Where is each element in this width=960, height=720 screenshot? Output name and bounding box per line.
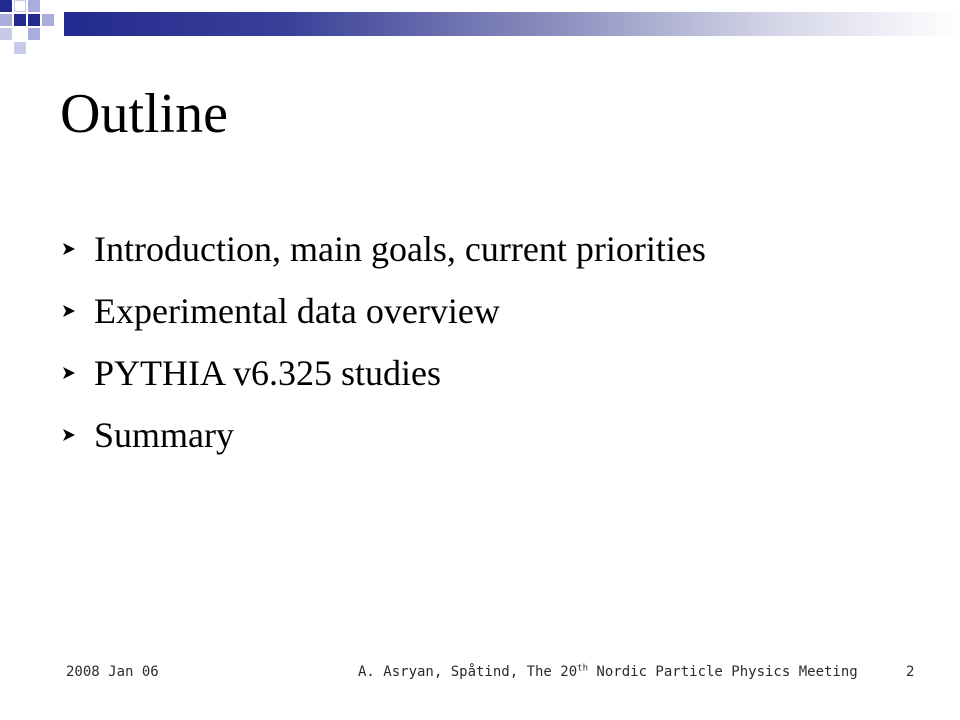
footer-credit-before: A. Asryan, Spåtind, The 20	[358, 664, 578, 680]
bullet-text: PYTHIA v6.325 studies	[94, 353, 442, 393]
bullet-item	[60, 342, 706, 404]
footer-date: 2008 Jan 06	[66, 664, 159, 680]
bullet-item	[60, 404, 706, 466]
bullet-list	[60, 218, 706, 466]
right-arrow-icon	[62, 242, 76, 256]
right-arrow-icon	[62, 366, 76, 380]
bullet-text: Summary	[94, 415, 234, 455]
slide-title: Outline	[60, 83, 228, 145]
footer-credit	[358, 662, 858, 682]
page-number: 2	[906, 664, 915, 680]
right-arrow-icon	[62, 428, 76, 442]
bullet-text: Experimental data overview	[94, 291, 500, 331]
header-gradient-bar	[64, 12, 960, 36]
bullet-item	[60, 280, 706, 342]
bullet-item	[60, 218, 706, 280]
footer-credit-superscript: th	[577, 663, 588, 674]
right-arrow-icon	[62, 304, 76, 318]
bullet-text: Introduction, main goals, current priorities	[94, 229, 706, 269]
footer-credit-after: Nordic Particle Physics Meeting	[588, 664, 858, 680]
